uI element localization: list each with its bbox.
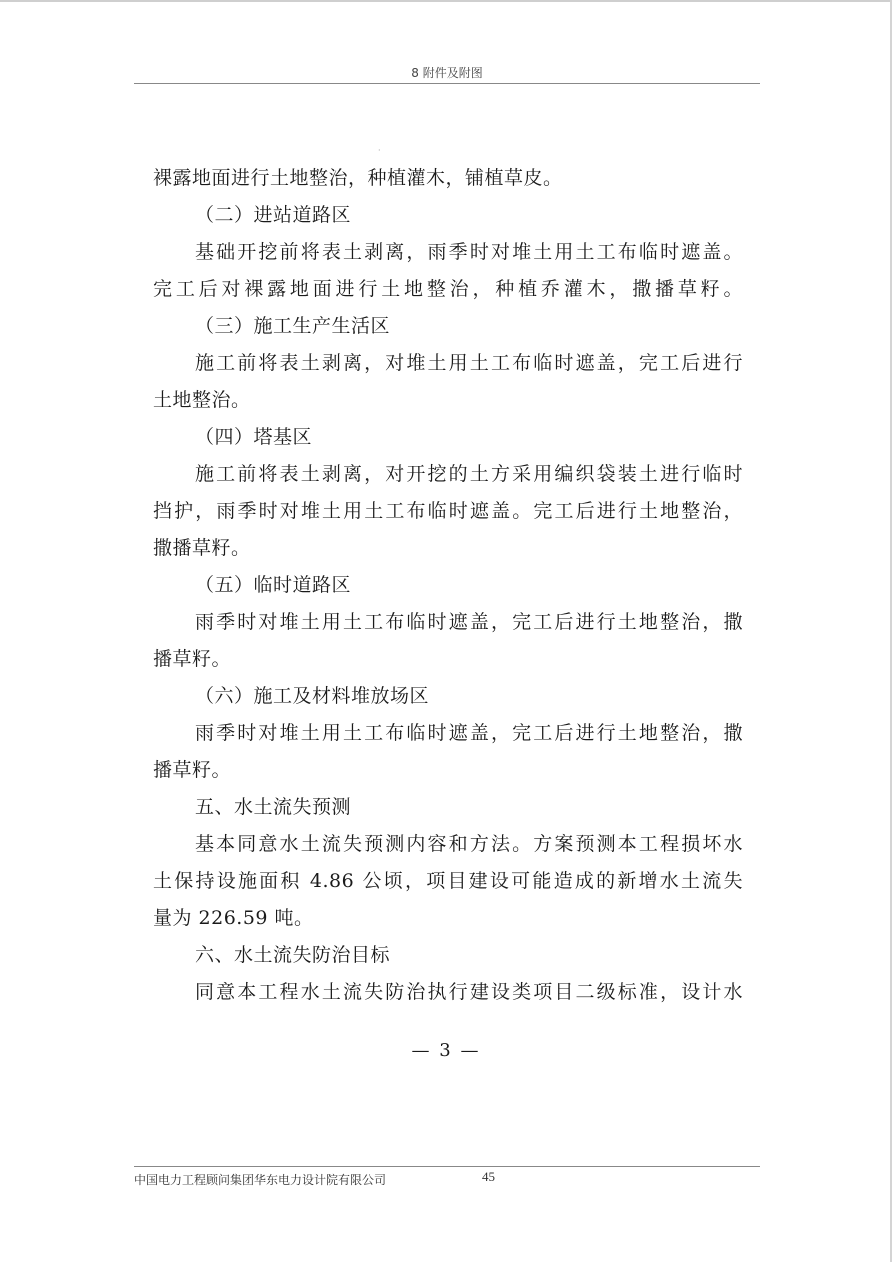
paragraph-line: 土保持设施面积 4.86 公顷，项目建设可能造成的新增水土流失 (153, 870, 743, 892)
paragraph-line: 播草籽。 (153, 759, 232, 781)
scan-speck: · (378, 146, 381, 155)
paragraph-line: 完工后对裸露地面进行土地整治，种植乔灌木，撒播草籽。 (153, 278, 743, 300)
section-heading: （五）临时道路区 (195, 574, 352, 596)
paragraph-line: 基础开挖前将表土剥离，雨季时对堆土用土工布临时遮盖。 (195, 241, 743, 263)
paragraph-line: 基本同意水土流失预测内容和方法。方案预测本工程损坏水 (195, 833, 743, 855)
paragraph-line: 施工前将表土剥离，对开挖的土方采用编织袋装土进行临时 (195, 463, 743, 485)
footer-company: 中国电力工程顾问集团华东电力设计院有限公司 (134, 1173, 387, 1187)
paragraph-line: 施工前将表土剥离，对堆土用土工布临时遮盖，完工后进行 (195, 352, 743, 374)
footer-page-number: 45 (482, 1169, 495, 1184)
paragraph-line: 量为 226.59 吨。 (153, 907, 314, 929)
paragraph-line: 播草籽。 (153, 648, 232, 670)
document-body (153, 160, 743, 1011)
section-heading: 五、水土流失预测 (195, 796, 352, 818)
section-heading: 六、水土流失防治目标 (195, 944, 391, 966)
paragraph-line: 挡护，雨季时对堆土用土工布临时遮盖。完工后进行土地整治， (153, 500, 743, 522)
paragraph-line: 雨季时对堆土用土工布临时遮盖，完工后进行土地整治，撒 (195, 722, 743, 744)
paragraph-line: 同意本工程水土流失防治执行建设类项目二级标准，设计水 (195, 981, 743, 1003)
header-title: 8 附件及附图 (411, 66, 483, 80)
section-heading: （六）施工及材料堆放场区 (195, 685, 430, 707)
section-heading: （三）施工生产生活区 (195, 315, 391, 337)
section-heading: （四）塔基区 (195, 426, 313, 448)
footer-rule (134, 1166, 760, 1167)
header-rule (134, 83, 760, 84)
paragraph-line: 裸露地面进行土地整治，种植灌木，铺植草皮。 (153, 167, 563, 189)
paragraph-line: 雨季时对堆土用土工布临时遮盖，完工后进行土地整治，撒 (195, 611, 743, 633)
paragraph-line: 撒播草籽。 (153, 537, 251, 559)
page-number: — 3 — (411, 1040, 481, 1061)
section-heading: （二）进站道路区 (195, 204, 352, 226)
paragraph-line: 土地整治。 (153, 389, 251, 411)
page-border-top (0, 0, 892, 2)
